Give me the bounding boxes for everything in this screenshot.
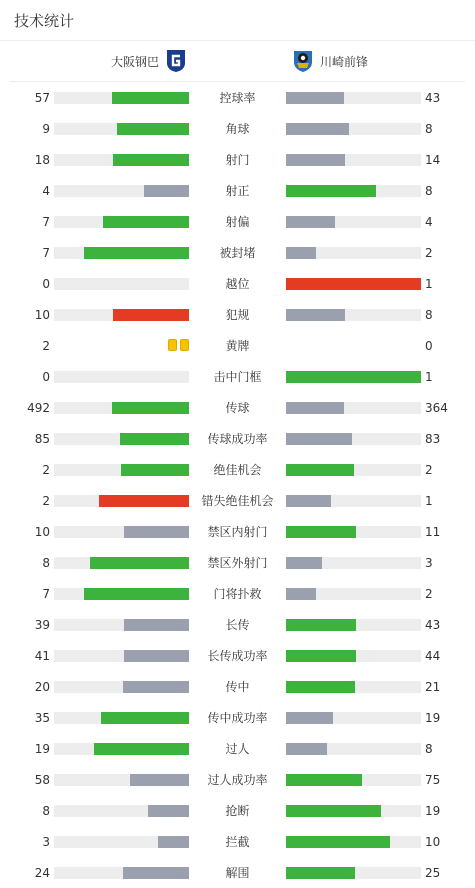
home-stat-track [54,836,189,848]
home-stat-value: 20 [34,680,50,694]
away-stat-bar [286,185,376,197]
away-stat-bar [286,278,421,290]
away-stat-value: 43 [425,618,441,632]
away-stat-track [286,371,421,383]
home-stat-track [54,185,189,197]
home-stat-value: 492 [27,401,50,415]
home-stat-track [54,216,189,228]
away-stat-value: 3 [425,556,433,570]
home-stat-bar [94,743,189,755]
away-stat-value: 1 [425,370,433,384]
away-stat-track [286,743,421,755]
away-stat-value: 75 [425,773,441,787]
stat-label: 传球 [225,401,250,415]
away-stat-value: 10 [425,835,441,849]
away-stat-value: 1 [425,494,433,508]
stat-row [0,460,475,480]
away-stat-value: 43 [425,91,441,105]
home-stat-bar [84,588,189,600]
home-stat-track [54,650,189,662]
home-stat-track [54,371,189,383]
away-stat-value: 2 [425,463,433,477]
home-stat-track [54,247,189,259]
stat-label: 抢断 [225,804,250,818]
away-stat-bar [286,743,327,755]
stat-label: 控球率 [219,91,256,105]
away-stat-track [286,464,421,476]
home-stat-bar [123,867,189,879]
away-stat-track [286,836,421,848]
stat-label: 传中成功率 [207,711,268,725]
home-stat-value: 8 [42,804,50,818]
stat-row [0,305,475,325]
home-stat-bar [84,247,189,259]
away-stat-bar [286,247,316,259]
home-stat-value: 85 [34,432,50,446]
away-stat-bar [286,309,345,321]
home-stat-track [54,433,189,445]
home-stat-track [54,278,189,290]
home-stat-bar [103,216,189,228]
stat-row [0,88,475,108]
stat-row [0,832,475,852]
stat-row [0,336,475,356]
away-stat-value: 8 [425,742,433,756]
home-stat-bar [124,619,189,631]
stat-row [0,398,475,418]
stat-label: 越位 [225,277,250,291]
away-stat-value: 11 [425,525,441,539]
home-stat-value: 8 [42,556,50,570]
stat-row [0,615,475,635]
home-stat-track [54,402,189,414]
away-stat-value: 19 [425,711,441,725]
home-stat-track [54,712,189,724]
away-stat-track [286,123,421,135]
away-stat-track [286,526,421,538]
away-stat-bar [286,681,355,693]
home-stat-value: 19 [34,742,50,756]
away-stat-bar [286,650,356,662]
stat-label: 拦截 [225,835,250,849]
yellow-card-icon [180,339,189,351]
away-stat-value: 19 [425,804,441,818]
home-stat-value: 10 [34,525,50,539]
away-stat-value: 8 [425,122,433,136]
away-stat-bar [286,495,331,507]
home-stat-track [54,464,189,476]
home-stat-bar [113,309,189,321]
stat-label: 过人成功率 [207,773,268,787]
away-stat-track [286,402,421,414]
away-stat-bar [286,123,349,135]
away-stat-track [286,433,421,445]
home-stat-bar [148,805,189,817]
away-stat-track [286,774,421,786]
away-stat-bar [286,557,322,569]
home-stat-value: 4 [42,184,50,198]
home-stat-value: 7 [42,246,50,260]
home-team-name: 大阪钢巴 [110,54,159,69]
away-stat-track [286,867,421,879]
stat-label: 黄牌 [225,339,250,353]
away-stat-bar [286,836,390,848]
stat-row [0,770,475,790]
home-stat-value: 18 [34,153,50,167]
stat-label: 绝佳机会 [213,463,262,477]
away-stat-value: 4 [425,215,433,229]
away-stat-track [286,495,421,507]
stat-label: 击中门框 [213,370,262,384]
stat-label: 角球 [225,122,250,136]
away-stat-bar [286,712,333,724]
home-stat-bar [117,123,189,135]
away-stat-bar [286,867,355,879]
home-stat-bar [158,836,189,848]
away-stat-track [286,557,421,569]
away-stat-track [286,681,421,693]
away-stat-track [286,185,421,197]
stat-label: 长传 [225,618,250,632]
away-stat-track [286,278,421,290]
away-stat-value: 83 [425,432,441,446]
away-stat-track [286,712,421,724]
home-yellow-cards [168,339,189,353]
away-stat-bar [286,526,356,538]
home-stat-track [54,309,189,321]
away-stat-value: 8 [425,184,433,198]
away-stat-track [286,92,421,104]
kawasaki-frontale-crest-icon [292,49,314,73]
home-stat-value: 2 [42,494,50,508]
stat-label: 过人 [225,742,250,756]
away-stat-bar [286,371,421,383]
home-stat-track [54,557,189,569]
stat-label: 被封堵 [219,246,256,260]
away-team[interactable] [292,41,368,81]
stat-label: 禁区内射门 [207,525,268,539]
away-stat-bar [286,774,362,786]
away-stat-value: 14 [425,153,441,167]
stat-row [0,584,475,604]
away-stat-value: 25 [425,866,441,880]
stats-header [0,0,475,41]
home-stat-bar [121,464,189,476]
away-stat-bar [286,402,344,414]
home-stat-bar [113,154,189,166]
home-stat-value: 7 [42,587,50,601]
home-stat-bar [144,185,189,197]
stat-row [0,150,475,170]
home-stat-bar [124,650,189,662]
away-stat-value: 2 [425,587,433,601]
stat-label: 射门 [225,153,250,167]
home-stat-bar [112,402,189,414]
gamba-osaka-crest-icon [165,49,187,73]
home-stat-track [54,743,189,755]
stat-row [0,646,475,666]
home-stat-track [54,92,189,104]
home-stat-value: 0 [42,370,50,384]
home-stat-value: 10 [34,308,50,322]
away-stat-bar [286,216,335,228]
home-stat-track [54,526,189,538]
home-stat-value: 57 [34,91,50,105]
away-stat-track [286,619,421,631]
home-stat-bar [112,92,189,104]
stat-label: 门将扑救 [213,587,262,601]
stat-label: 解围 [225,866,250,880]
home-stat-bar [99,495,189,507]
away-stat-value: 8 [425,308,433,322]
stat-row [0,677,475,697]
home-stat-track [54,495,189,507]
away-stat-bar [286,588,316,600]
stat-row [0,708,475,728]
stat-row [0,212,475,232]
home-stat-value: 24 [34,866,50,880]
away-stat-bar [286,92,344,104]
stat-label: 禁区外射门 [207,556,268,570]
away-stat-track [286,588,421,600]
home-stat-bar [124,526,189,538]
stat-label: 长传成功率 [207,649,268,663]
stat-row [0,367,475,387]
away-team-name: 川崎前锋 [320,54,369,69]
away-stat-value: 1 [425,277,433,291]
stat-label: 射偏 [225,215,250,229]
home-stat-value: 9 [42,122,50,136]
stat-row [0,119,475,139]
page-title: 技术统计 [14,12,75,30]
teams-row [10,41,465,82]
away-stat-track [286,216,421,228]
home-team[interactable] [111,41,187,81]
home-stat-value: 2 [42,339,50,353]
stat-row [0,491,475,511]
away-stat-track [286,309,421,321]
home-stat-track [54,619,189,631]
home-stat-track [54,805,189,817]
stat-label: 犯规 [225,308,250,322]
away-stat-track [286,650,421,662]
away-stat-bar [286,433,352,445]
home-stat-track [54,774,189,786]
away-stat-bar [286,619,356,631]
away-stat-value: 364 [425,401,448,415]
away-stat-value: 0 [425,339,433,353]
stat-row [0,522,475,542]
stat-label: 错失绝佳机会 [201,494,274,508]
home-stat-value: 7 [42,215,50,229]
stat-row [0,274,475,294]
home-stat-bar [90,557,189,569]
stat-row [0,739,475,759]
stat-row [0,181,475,201]
away-stat-bar [286,154,345,166]
home-stat-value: 2 [42,463,50,477]
yellow-card-icon [168,339,177,351]
home-stat-value: 3 [42,835,50,849]
stat-row [0,863,475,883]
away-stat-track [286,154,421,166]
away-stat-value: 2 [425,246,433,260]
stat-row [0,553,475,573]
stat-row [0,801,475,821]
home-stat-bar [130,774,189,786]
home-stat-track [54,154,189,166]
stat-row [0,243,475,263]
home-stat-track [54,588,189,600]
home-stat-value: 0 [42,277,50,291]
home-stat-track [54,123,189,135]
home-stat-track [54,681,189,693]
away-stat-track [286,805,421,817]
away-stat-track [286,247,421,259]
home-stat-value: 41 [34,649,50,663]
stat-label: 射正 [225,184,250,198]
stat-label: 传中 [225,680,250,694]
stat-row [0,429,475,449]
home-stat-track [54,867,189,879]
home-stat-value: 39 [34,618,50,632]
home-stat-bar [123,681,189,693]
away-stat-bar [286,805,381,817]
home-stat-bar [120,433,189,445]
away-stat-bar [286,464,354,476]
home-stat-value: 35 [34,711,50,725]
stat-label: 传球成功率 [207,432,268,446]
away-stat-value: 21 [425,680,441,694]
home-stat-value: 58 [34,773,50,787]
away-stat-value: 44 [425,649,441,663]
home-stat-bar [101,712,189,724]
